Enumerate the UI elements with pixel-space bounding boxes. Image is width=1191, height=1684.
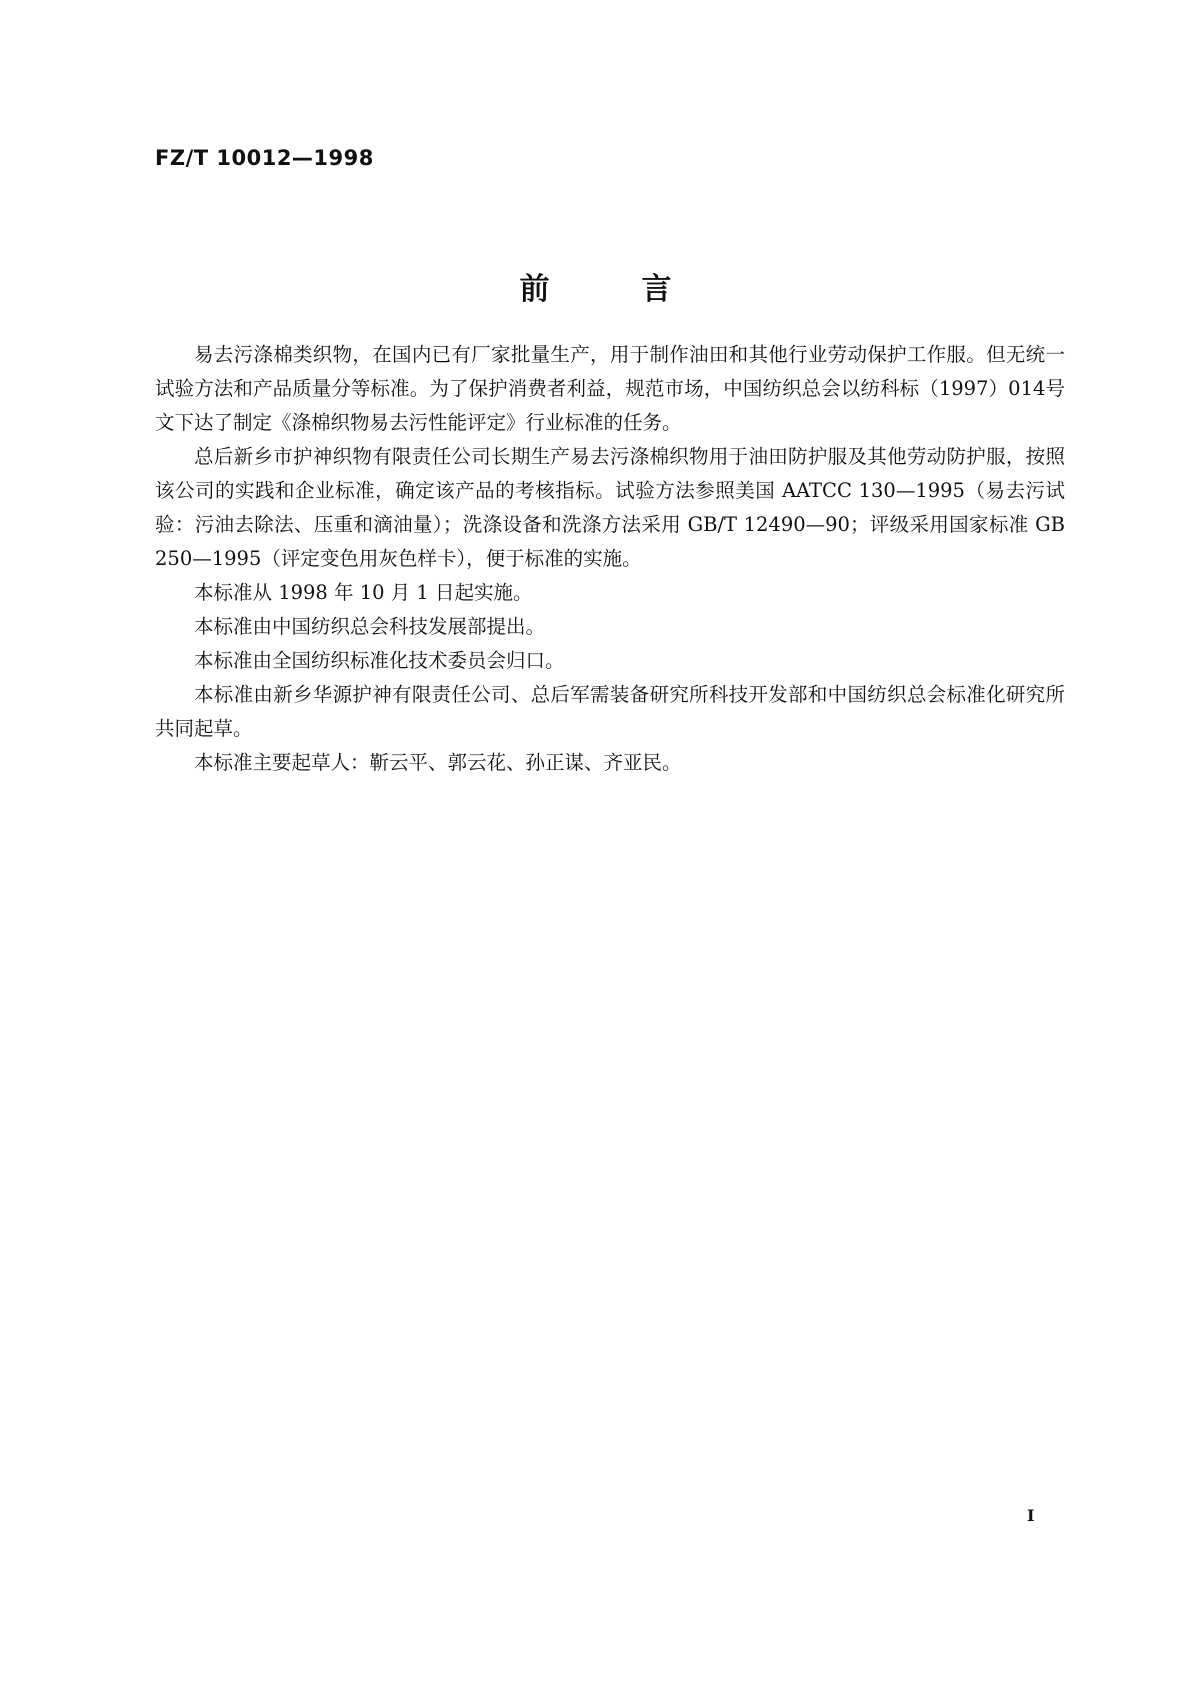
standard-code-header: FZ/T 10012—1998 [155, 146, 374, 170]
paragraph-drafted-by: 本标准由新乡华源护神有限责任公司、总后军需装备研究所科技开发部和中国纺织总会标准化研究所共同起草。 [155, 683, 1065, 740]
paragraph-main-drafters: 本标准主要起草人：靳云平、郭云花、孙正谋、齐亚民。 [194, 751, 682, 774]
foreword-body [155, 338, 1065, 780]
page-title: 前言 [519, 272, 764, 307]
paragraph-proposed-by: 本标准由中国纺织总会科技发展部提出。 [194, 615, 546, 638]
paragraph-effective-date: 本标准从 1998 年 10 月 1 日起实施。 [194, 581, 533, 604]
page-number: I [1027, 1506, 1035, 1525]
paragraph-methods: 总后新乡市护神织物有限责任公司长期生产易去污涤棉织物用于油田防护服及其他劳动防护服，按照该公司的实践和企业标准，确定该产品的考核指标。试验方法参照美国 AATCC 130—1995（易去污试验：污油去除法、压重和滴油量）；洗涤设备和洗涤方法采用 GB/T 12490—90；评级采用国家标准 GB 250—1995（评定变色用灰色样卡），便于标准的实施。 [155, 445, 1065, 570]
paragraph-centralized-by: 本标准由全国纺织标准化技术委员会归口。 [194, 649, 565, 672]
paragraph-purpose: 易去污涤棉类织物，在国内已有厂家批量生产，用于制作油田和其他行业劳动保护工作服。但无统一试验方法和产品质量分等标准。为了保护消费者利益，规范市场，中国纺织总会以纺科标（1997）014号文下达了制定《涤棉织物易去污性能评定》行业标准的任务。 [155, 343, 1065, 434]
